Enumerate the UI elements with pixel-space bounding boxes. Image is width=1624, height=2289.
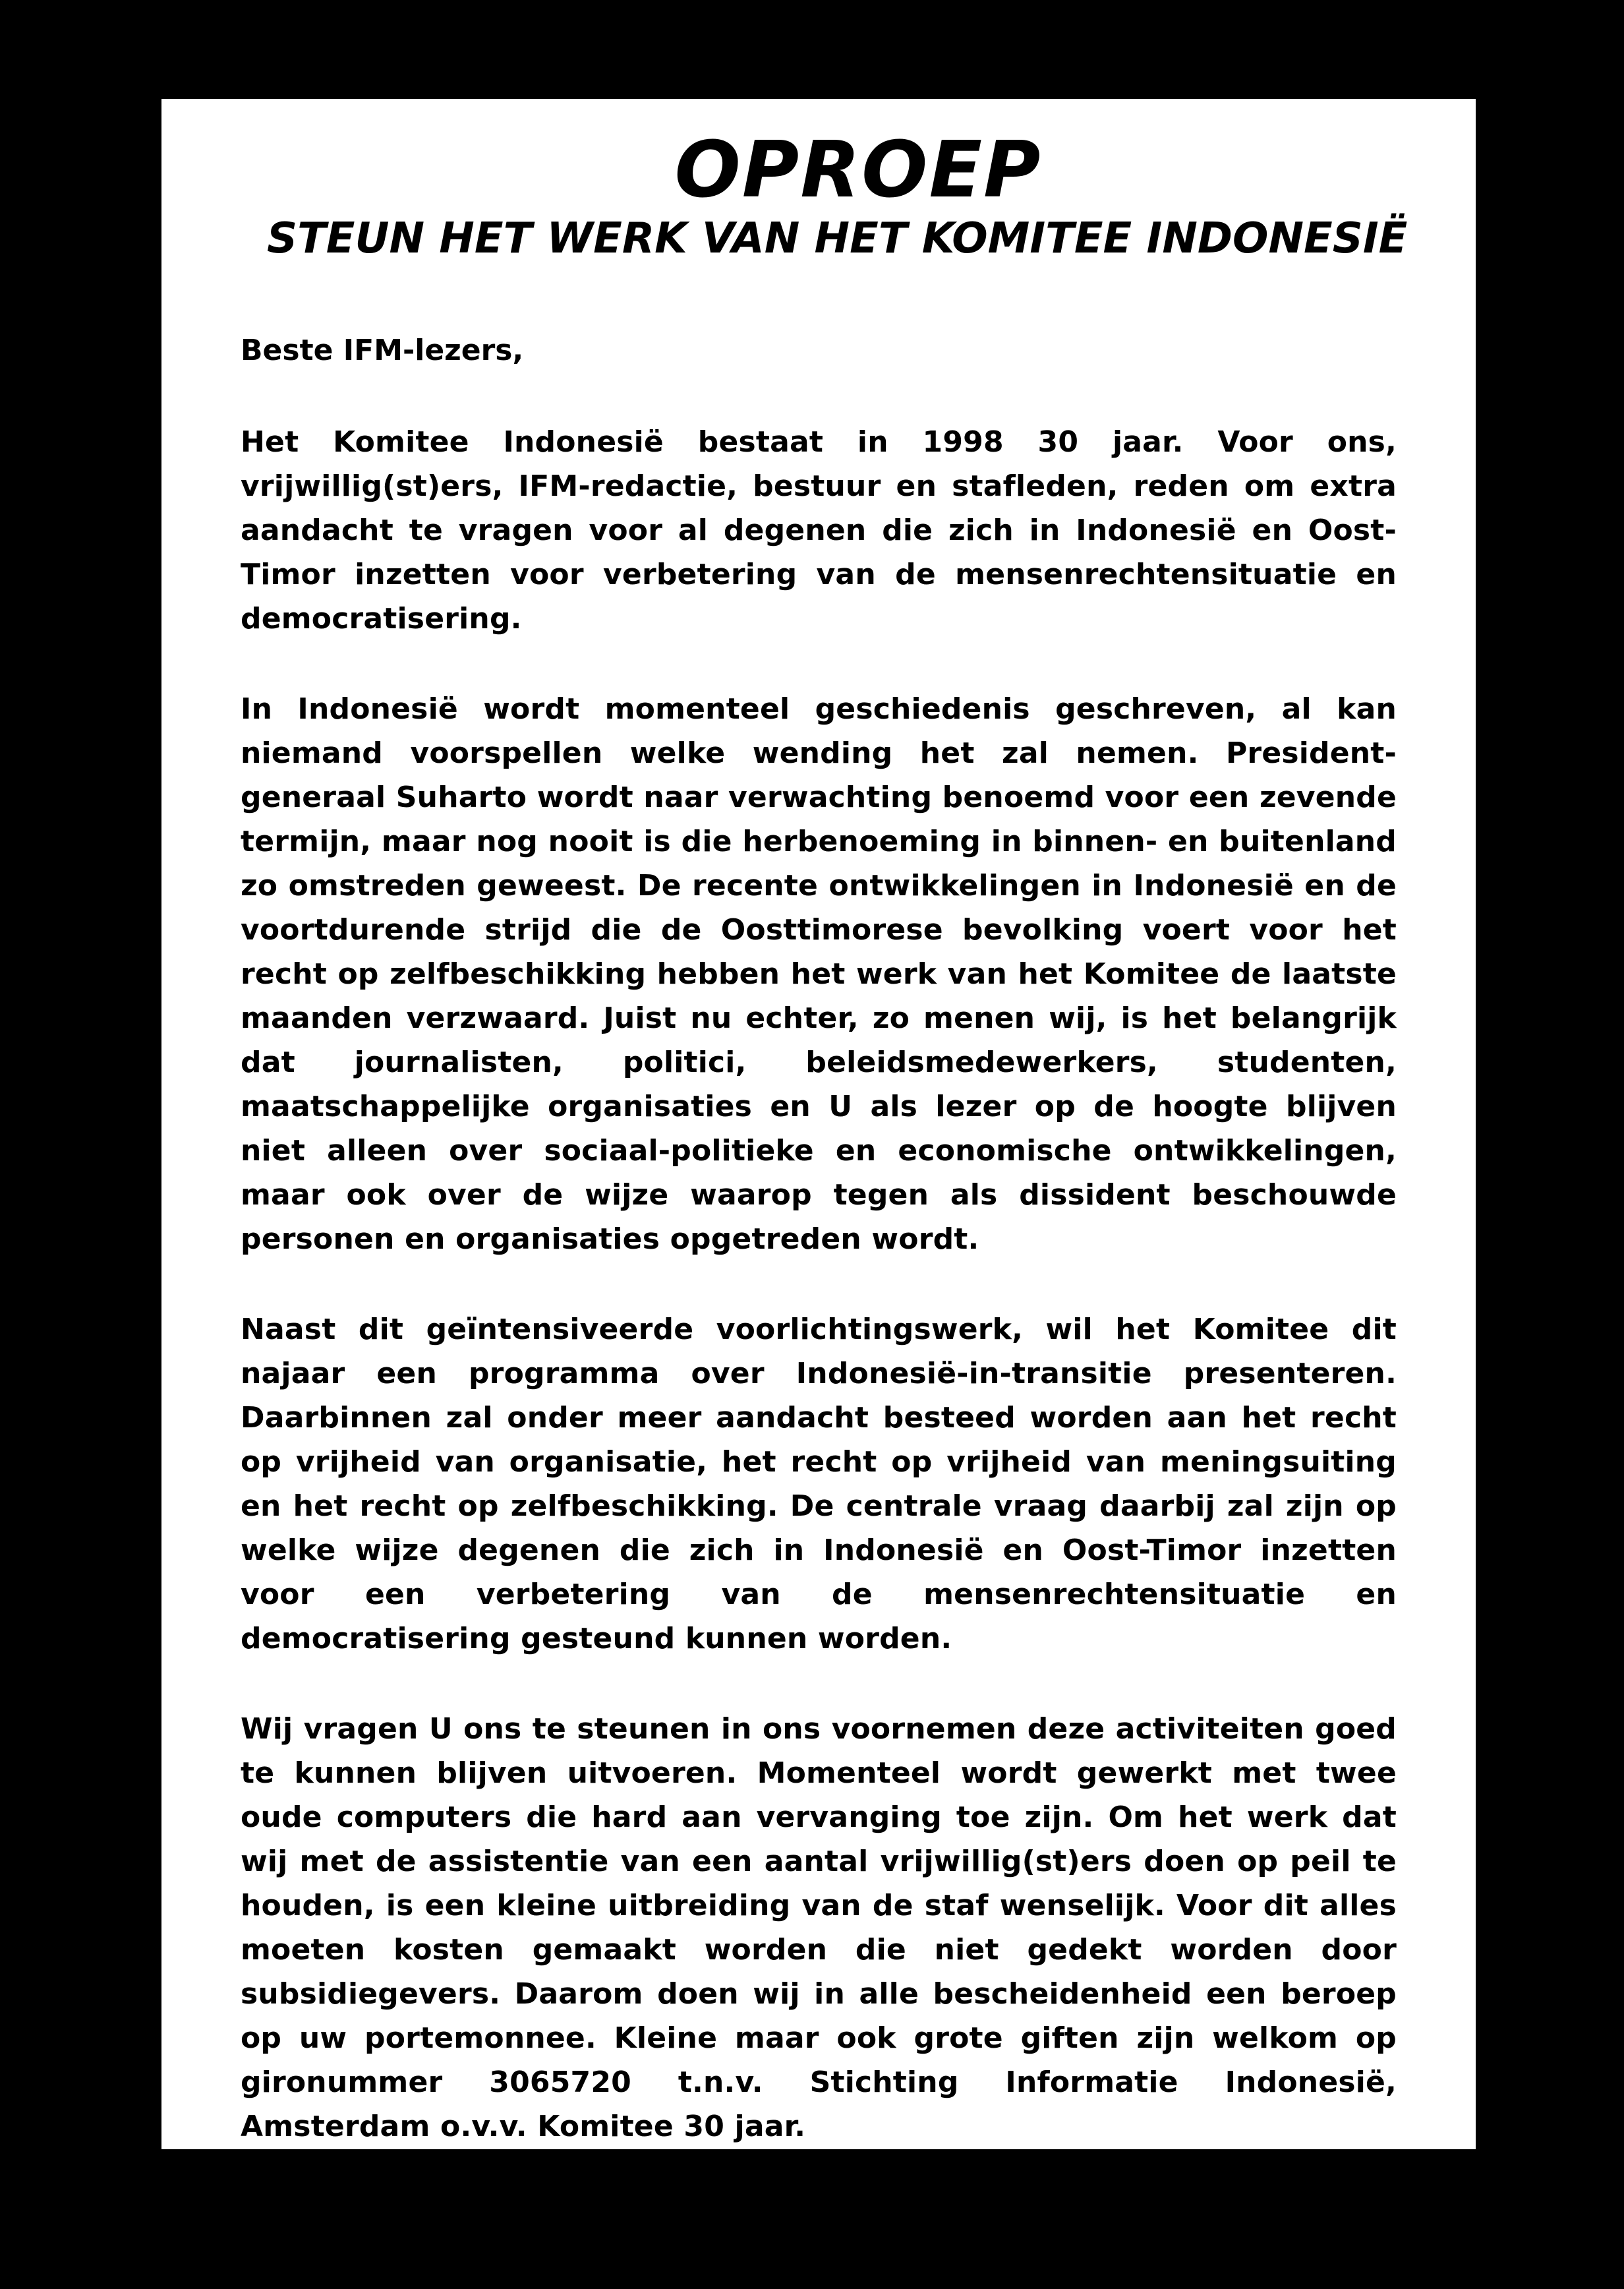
page-subtitle: STEUN HET WERK VAN HET KOMITEE INDONESIË: [267, 214, 1408, 263]
salutation: Beste IFM-lezers,: [241, 334, 524, 367]
page-title: OPROEP: [674, 124, 1042, 215]
paragraph-3: Naast dit geïntensiveerde voorlichtingswerk, wil het Komitee dit najaar een programma over Indonesië-in-transitie presenteren. Daarbinnen zal onder meer aandacht besteed worden aan het recht op vrijheid van organisatie, het recht op vrijheid van meningsuiting en het recht op zelfbeschikking. De centrale vraag daarbij zal zijn op welke wijze degenen die zich in Indonesië en Oost-Timor inzetten voor een verbetering van de mensenrechtensituatie en democratisering gesteund kunnen worden.: [241, 1313, 1397, 1655]
document-page: [161, 99, 1476, 2257]
paragraph-1: Het Komitee Indonesië bestaat in 1998 30 jaar. Voor ons, vrijwillig(st)ers, IFM-redactie, bestuur en stafleden, reden om extra aandacht te vragen voor al degenen die zich in Indonesië en Oost-Timor inzetten voor verbetering van de mensenrechtensituatie en democratisering.: [241, 425, 1397, 636]
paragraph-4: Wij vragen U ons te steunen in ons voornemen deze activiteiten goed te kunnen blijven uitvoeren. Momenteel wordt gewerkt met twee oude computers die hard aan vervanging toe zijn. Om het werk dat wij met de assistentie van een aantal vrijwillig(st)ers doen op peil te houden, is een kleine uitbreiding van de staf wenselijk. Voor dit alles moeten kosten gemaakt worden die niet gedekt worden door subsidiegevers. Daarom doen wij in alle bescheidenheid een beroep op uw portemonnee. Kleine maar ook grote giften zijn welkom op gironummer 3065720 t.n.v. Stichting Informatie Indonesië, Amsterdam o.v.v. Komitee 30 jaar.: [241, 1712, 1397, 2143]
paragraph-2: In Indonesië wordt momenteel geschiedenis geschreven, al kan niemand voorspellen welke wending het zal nemen. President-generaal Suharto wordt naar verwachting benoemd voor een zevende termijn, maar nog nooit is die herbenoeming in binnen- en buitenland zo omstreden geweest. De recente ontwikkelingen in Indonesië en de voortdurende strijd die de Oosttimorese bevolking voert voor het recht op zelfbeschikking hebben het werk van het Komitee de laatste maanden verzwaard. Juist nu echter, zo menen wij, is het belangrijk dat journalisten, politici, beleidsmedewerkers, studenten, maatschappelijke organisaties en U als lezer op de hoogte blijven niet alleen over sociaal-politieke en economische ontwikkelingen, maar ook over de wijze waarop tegen als dissident beschouwde personen en organisaties opgetreden wordt.: [241, 692, 1397, 1256]
closing-greeting: SELAMAT TAHUN BARU: [564, 2211, 1073, 2257]
